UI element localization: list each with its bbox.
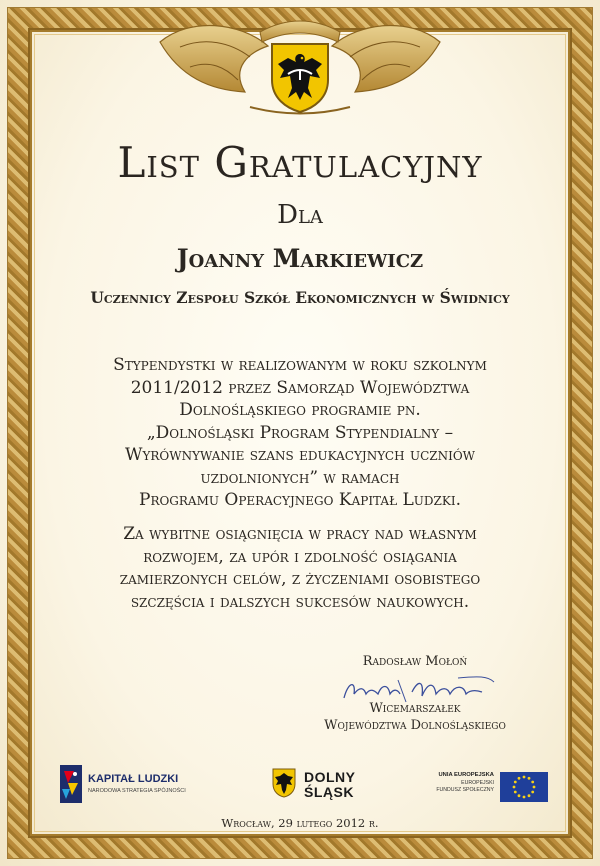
role-line: Wicemarszałek bbox=[369, 701, 461, 716]
recipient-name: Joanny Markiewicz bbox=[176, 244, 424, 273]
text-line: zamierzonych celów, z życzeniami osobistego bbox=[119, 569, 481, 589]
kapital-ludzki-mark-icon bbox=[60, 765, 82, 803]
eagle-crest-icon bbox=[268, 40, 332, 114]
text-line: szczęścia i dalszych sukcesów naukowych. bbox=[130, 591, 470, 612]
eagle-crest-small-icon bbox=[272, 768, 296, 798]
eu-line2: EUROPEJSKI bbox=[461, 780, 494, 786]
kapital-ludzki-subtitle: NARODOWA STRATEGIA SPÓJNOŚCI bbox=[88, 788, 186, 794]
text-line: Programu Operacyjnego Kapitał Ludzki. bbox=[139, 490, 461, 510]
role-line: Województwa Dolnośląskiego bbox=[324, 718, 506, 733]
text-line: Wyrównywanie szans edukacyjnych uczniów bbox=[124, 445, 476, 465]
signatory-role bbox=[280, 700, 550, 734]
text-line: 2011/2012 przez Samorząd Województwa bbox=[130, 377, 470, 398]
kapital-ludzki-logo bbox=[60, 765, 200, 805]
text-line: Za wybitne osiągnięcia w pracy nad własnym bbox=[123, 524, 477, 544]
signatory-name: Radosław Mołoń bbox=[362, 654, 468, 669]
dolny-slask-line1: DOLNY bbox=[304, 769, 356, 785]
eu-logo bbox=[436, 770, 552, 802]
text-line: Dolnośląskiego programie pn. bbox=[179, 400, 421, 420]
for-label: Dla bbox=[277, 200, 323, 230]
text-line: uzdolnionych” w ramach bbox=[200, 467, 400, 488]
eu-line3: FUNDUSZ SPOŁECZNY bbox=[436, 787, 494, 793]
eu-title: UNIA EUROPEJSKA bbox=[438, 772, 494, 778]
eu-flag-icon bbox=[500, 772, 548, 802]
kapital-ludzki-title: KAPITAŁ LUDZKI bbox=[88, 773, 179, 785]
text-line: rozwojem, za upór i zdolność osiągania bbox=[143, 546, 457, 567]
text-line: „Dolnośląski Program Stypendialny – bbox=[146, 422, 454, 443]
date-line: Wrocław, 29 lutego 2012 r. bbox=[221, 816, 379, 830]
scholarship-paragraph bbox=[40, 354, 560, 512]
page-title: List Gratulacyjny bbox=[117, 138, 483, 187]
dolny-slask-logo bbox=[272, 768, 372, 802]
dolny-slask-line2: ŚLĄSK bbox=[304, 784, 354, 800]
congratulations-paragraph bbox=[40, 523, 560, 613]
text-line: Stypendystki w realizowanym w roku szkolnym bbox=[113, 355, 487, 375]
recipient-school: Uczennicy Zespołu Szkół Ekonomicznych w Świdnicy bbox=[90, 288, 510, 307]
